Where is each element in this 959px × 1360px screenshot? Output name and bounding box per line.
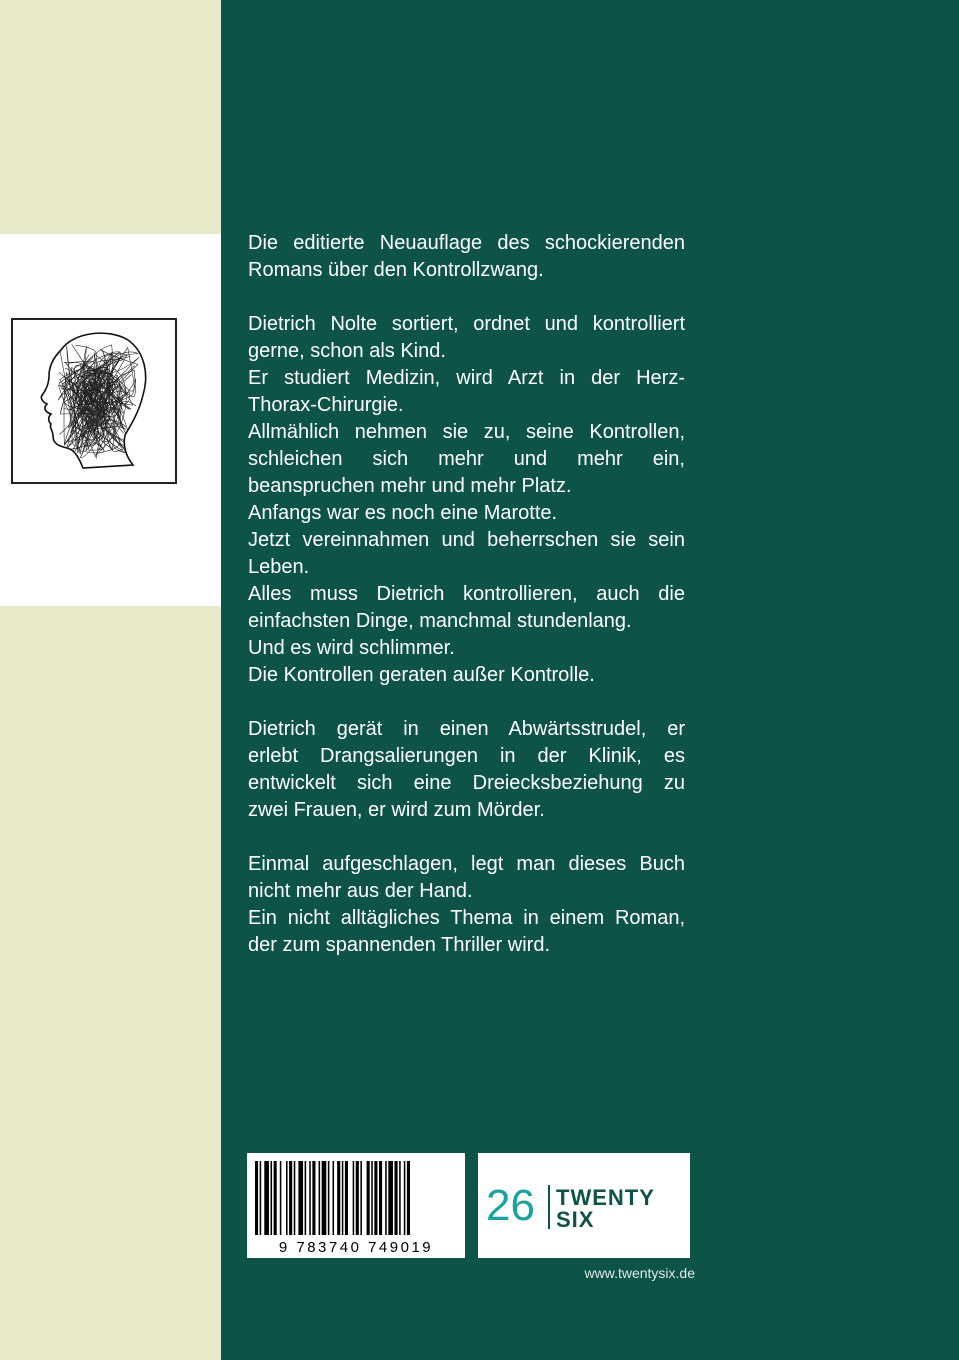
barcode-bar xyxy=(309,1161,311,1235)
barcode-bar xyxy=(260,1161,262,1235)
publisher-logo-word-1: TWENTY xyxy=(556,1185,655,1210)
barcode-bar xyxy=(286,1161,288,1235)
barcode-bar xyxy=(395,1161,398,1235)
barcode-bar xyxy=(328,1161,330,1235)
blurb-line: erlebt Drangsalierungen in der Klinik, es xyxy=(248,745,685,767)
blurb-line: Ein nicht alltägliches Thema in einem Roman, xyxy=(248,907,685,929)
blurb-line: einfachsten Dinge, manchmal stundenlang. xyxy=(248,610,632,632)
blurb-paragraph xyxy=(248,311,685,689)
blurb-line: zwei Frauen, er wird zum Mörder. xyxy=(248,799,545,821)
barcode-bar xyxy=(333,1161,335,1235)
blurb-text xyxy=(248,230,685,986)
scribbled-head-icon xyxy=(13,320,175,482)
barcode-bar xyxy=(342,1161,344,1235)
spine-panel xyxy=(0,0,221,1360)
barcode-bar xyxy=(298,1161,303,1235)
blurb-line: Er studiert Medizin, wird Arzt in der Herz- xyxy=(248,367,685,389)
blurb-line: beanspruchen mehr und mehr Platz. xyxy=(248,475,572,497)
blurb-line: Leben. xyxy=(248,556,310,578)
barcode-bar xyxy=(407,1161,410,1235)
blurb-line: Dietrich gerät in einen Abwärtsstrudel, er xyxy=(248,718,685,740)
blurb-line: Thorax-Chirurgie. xyxy=(248,394,404,416)
blurb-line: Allmählich nehmen sie zu, seine Kontrollen, xyxy=(248,421,685,443)
barcode-bar xyxy=(385,1161,387,1235)
barcode-bar xyxy=(264,1161,269,1235)
barcode-bar xyxy=(356,1161,359,1235)
publisher-logo xyxy=(478,1153,690,1258)
publisher-logo-number: 26 xyxy=(486,1181,535,1230)
barcode-bar xyxy=(305,1161,307,1235)
barcode-bar xyxy=(388,1161,393,1235)
barcode-bar xyxy=(345,1161,348,1235)
barcode-bar xyxy=(367,1161,370,1235)
barcode xyxy=(247,1153,465,1258)
barcode-bar xyxy=(289,1161,292,1235)
barcode-bars xyxy=(247,1153,465,1239)
barcode-bar xyxy=(319,1161,321,1235)
blurb-line: schleichen sich mehr und mehr ein, xyxy=(248,448,685,470)
barcode-bar xyxy=(353,1161,355,1235)
blurb-line: Anfangs war es noch eine Marotte. xyxy=(248,502,558,524)
blurb-paragraph xyxy=(248,716,685,824)
barcode-bar xyxy=(255,1161,258,1235)
barcode-bar xyxy=(371,1161,373,1235)
blurb-line: Die Kontrollen geraten außer Kontrolle. xyxy=(248,664,595,686)
blurb-line: nicht mehr aus der Hand. xyxy=(248,880,473,902)
barcode-bar xyxy=(404,1161,406,1235)
barcode-bar xyxy=(337,1161,340,1235)
blurb-line: Romans über den Kontrollzwang. xyxy=(248,259,544,281)
barcode-bar xyxy=(312,1161,315,1235)
blurb-paragraph xyxy=(248,230,685,284)
publisher-logo-divider xyxy=(548,1185,550,1229)
publisher-logo-word-2: SIX xyxy=(556,1207,595,1232)
blurb-line: gerne, schon als Kind. xyxy=(248,340,446,362)
barcode-bar xyxy=(271,1161,273,1235)
barcode-bar xyxy=(379,1161,382,1235)
barcode-bar xyxy=(280,1161,282,1235)
blurb-line: Und es wird schlimmer. xyxy=(248,637,455,659)
isbn-number: 9 783740 749019 xyxy=(278,1239,434,1256)
blurb-line: Dietrich Nolte sortiert, ordnet und kontrolliert xyxy=(248,313,685,335)
blurb-line: der zum spannenden Thriller wird. xyxy=(248,934,551,956)
barcode-bar xyxy=(374,1161,377,1235)
barcode-bar xyxy=(399,1161,401,1235)
blurb-paragraph xyxy=(248,851,685,959)
blurb-line: Die editierte Neuauflage des schockierenden xyxy=(248,232,685,254)
blurb-line: entwickelt sich eine Dreiecksbeziehung zu xyxy=(248,772,685,794)
publisher-url: www.twentysix.de xyxy=(584,1265,695,1281)
barcode-bar xyxy=(294,1161,296,1235)
barcode-bar xyxy=(274,1161,277,1235)
barcode-bar xyxy=(360,1161,362,1235)
barcode-bar xyxy=(322,1161,327,1235)
blurb-line: Einmal aufgeschlagen, legt man dieses Buch xyxy=(248,853,685,875)
blurb-line: Alles muss Dietrich kontrollieren, auch die xyxy=(248,583,685,605)
head-illustration xyxy=(11,318,177,484)
blurb-line: Jetzt vereinnahmen und beherrschen sie sein xyxy=(248,529,685,551)
